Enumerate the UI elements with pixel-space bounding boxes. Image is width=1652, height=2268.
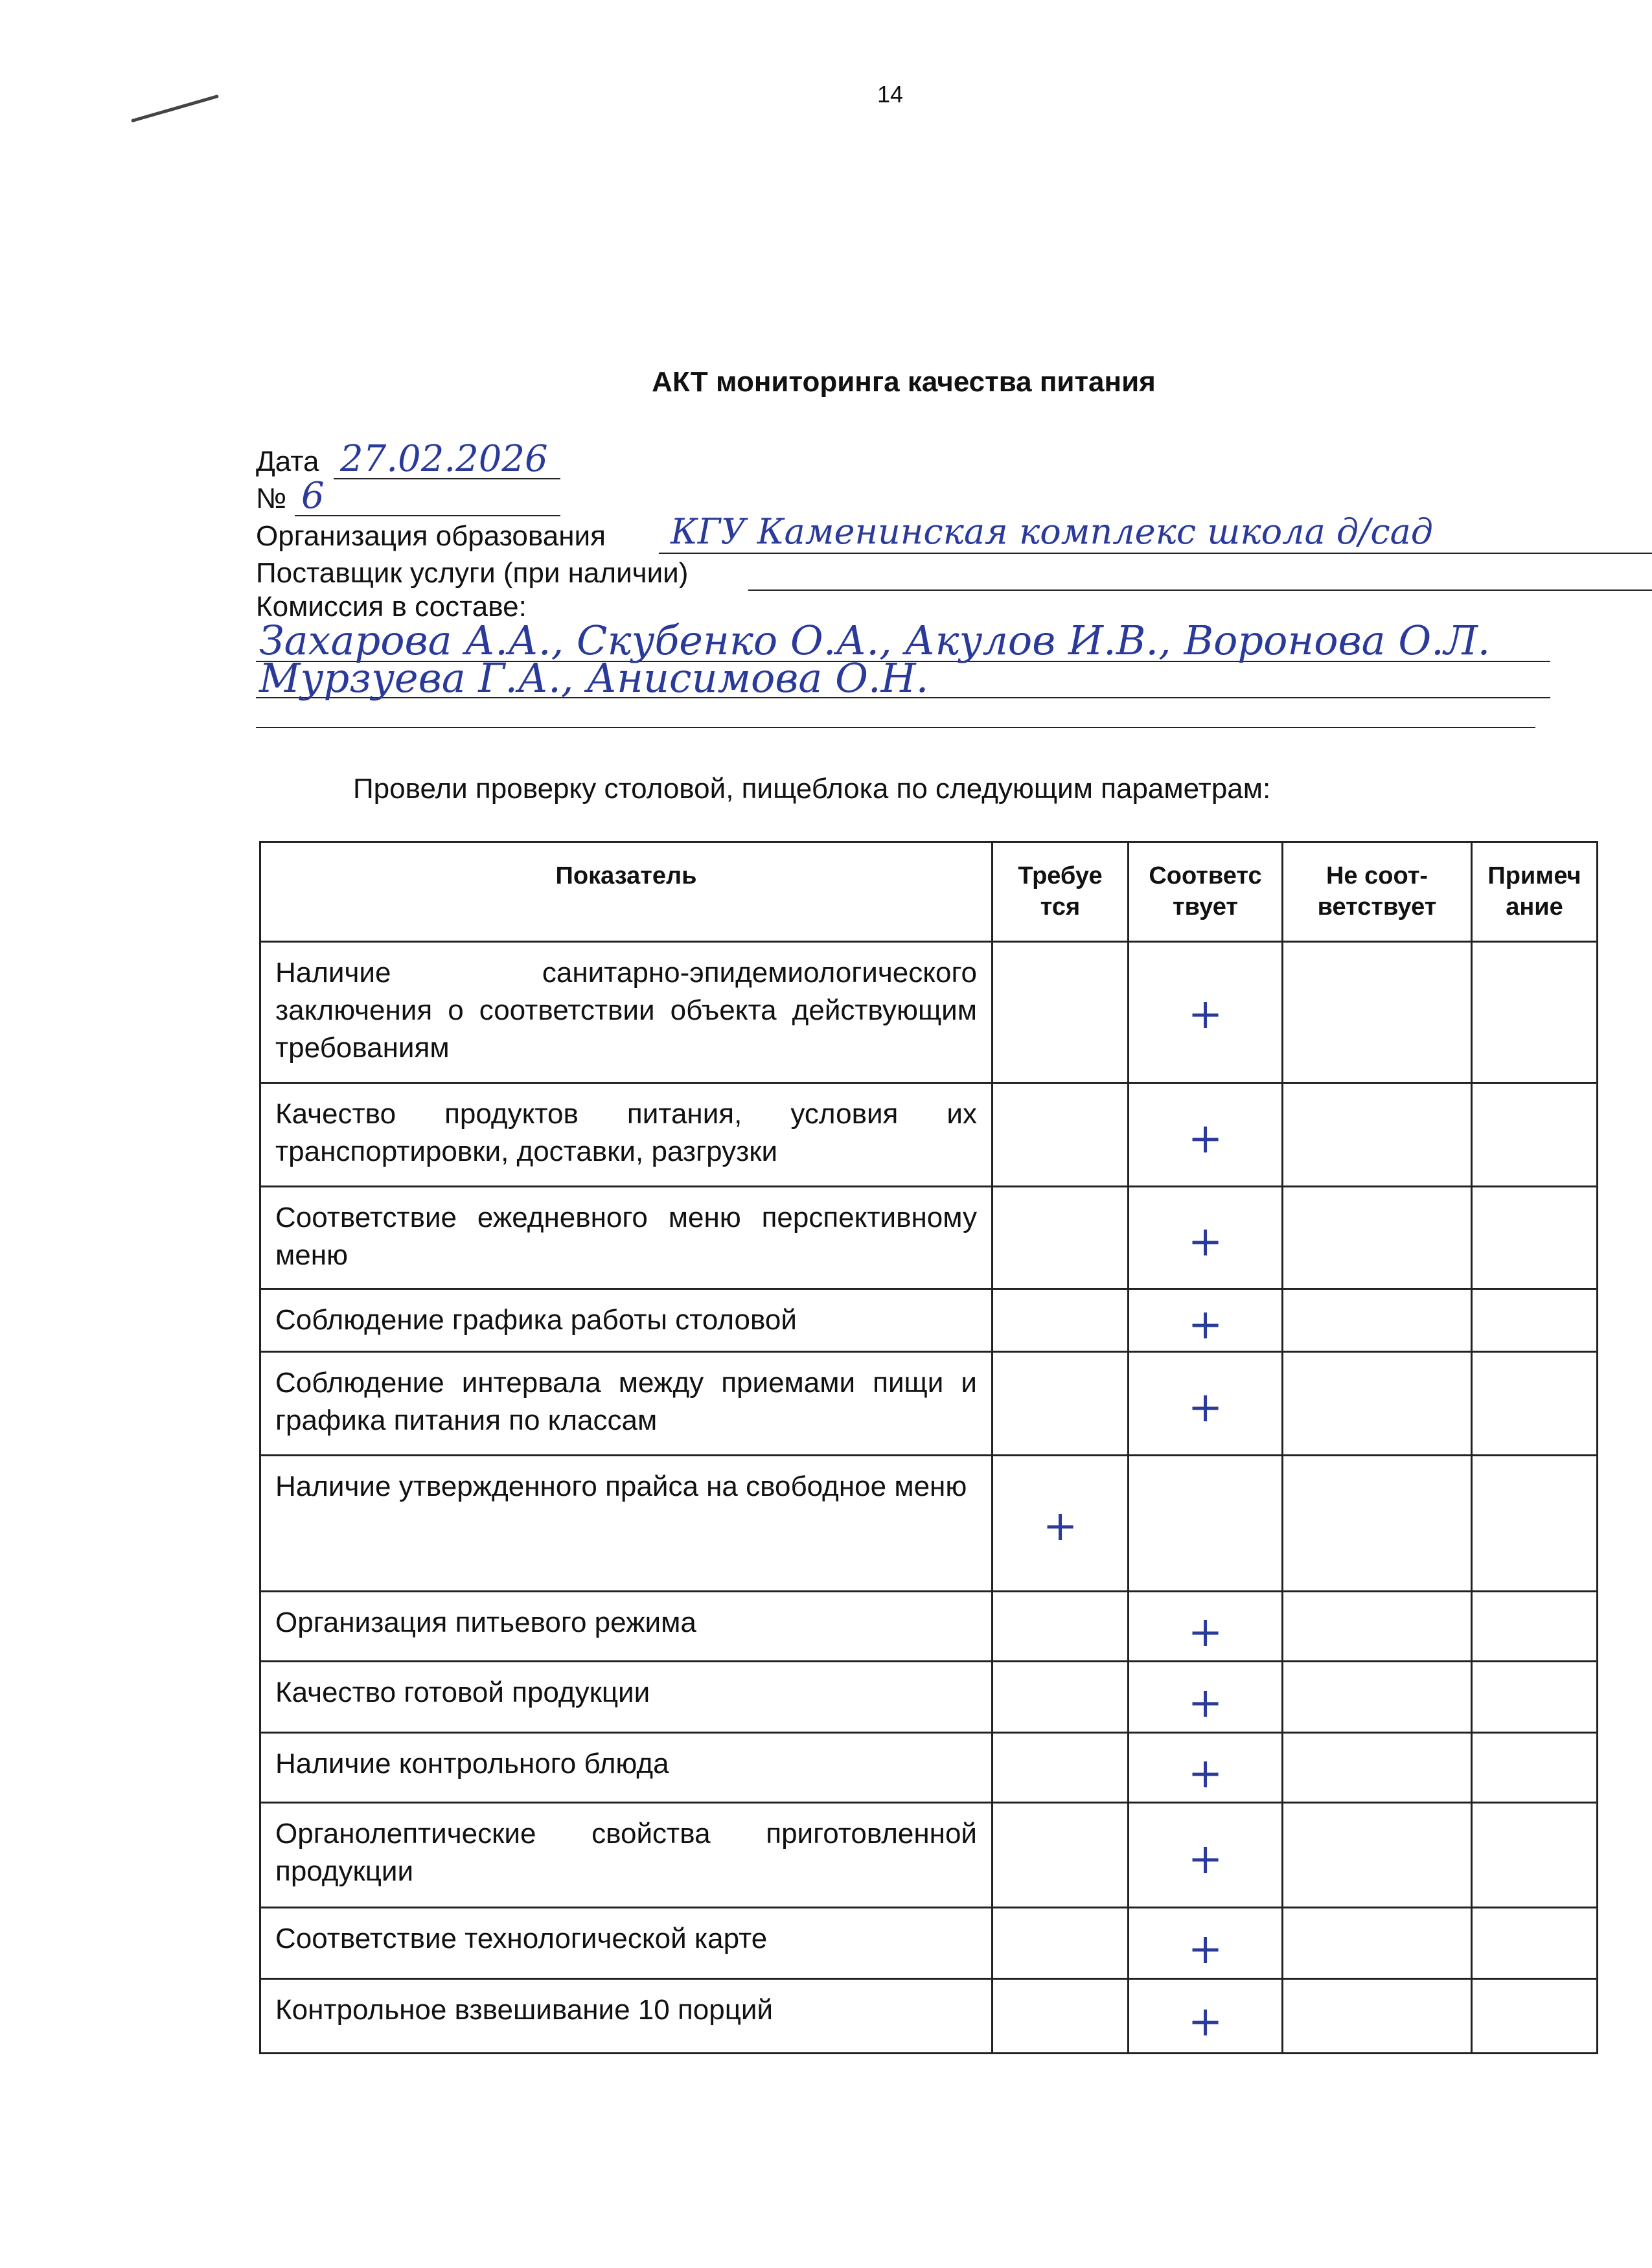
table-row (260, 1908, 1598, 1979)
note-cell (1472, 1289, 1598, 1352)
column-header-not-complies: Не соот- ветствует (1283, 842, 1472, 942)
not-complies-cell (1283, 942, 1472, 1083)
required-cell (992, 1662, 1129, 1733)
indicator-cell: Организация питьевого режима (260, 1592, 992, 1662)
not-complies-cell (1283, 1289, 1472, 1352)
not-complies-cell (1283, 1083, 1472, 1187)
handwritten-plus-mark: + (1187, 991, 1223, 1038)
parameters-table (259, 841, 1598, 2054)
handwritten-plus-mark: + (1187, 1679, 1223, 1728)
indicator-cell: Соблюдение графика работы столовой (260, 1289, 992, 1352)
commission-members-line1: Захарова А.А., Скубенко О.А., Акулов И.В., Воронова О.Л. (259, 617, 1491, 664)
indicator-cell: Наличие утвержденного прайса на свободное меню (260, 1456, 992, 1592)
note-cell (1472, 1083, 1598, 1187)
complies-cell (1129, 1803, 1283, 1908)
handwritten-plus-mark: + (1187, 1998, 1223, 2046)
not-complies-cell (1283, 1733, 1472, 1803)
not-complies-cell (1283, 1979, 1472, 2054)
table-row (260, 1592, 1598, 1662)
complies-cell (1129, 1352, 1283, 1456)
required-cell (992, 1908, 1129, 1979)
not-complies-cell (1283, 1352, 1472, 1456)
pen-stroke-mark (131, 95, 219, 122)
required-cell (992, 942, 1129, 1083)
organization-value: КГУ Каменинская комплекс школа д/сад (671, 511, 1434, 552)
complies-cell (1129, 1456, 1283, 1592)
indicator-cell: Контрольное взвешивание 10 порций (260, 1979, 992, 2054)
column-header-note: Примеч ание (1472, 842, 1598, 942)
required-cell (992, 1352, 1129, 1456)
table-row (260, 1979, 1598, 2054)
organization-label: Организация образования (256, 520, 606, 552)
number-label: № (256, 483, 287, 514)
table-row (260, 1187, 1598, 1289)
indicator-cell: Соблюдение интервала между приемами пищи и графика питания по классам (260, 1352, 992, 1456)
indicator-cell: Соответствие ежедневного меню перспективному меню (260, 1187, 992, 1289)
date-label: Дата (256, 446, 319, 477)
not-complies-cell (1283, 1187, 1472, 1289)
indicator-cell: Качество продуктов питания, условия их транспортировки, доставки, разгрузки (260, 1083, 992, 1187)
handwritten-plus-mark: + (1187, 1301, 1223, 1349)
indicator-cell: Наличие контрольного блюда (260, 1733, 992, 1803)
column-header-indicator: Показатель (260, 842, 992, 942)
indicator-cell: Наличие санитарно-эпидемиологического заключения о соответствии объекта действующим требованиям (260, 942, 992, 1083)
indicator-cell: Органолептические свойства приготовленной продукции (260, 1803, 992, 1908)
not-complies-cell (1283, 1908, 1472, 1979)
handwritten-plus-mark: + (1042, 1502, 1078, 1551)
handwritten-plus-mark: + (1187, 1218, 1223, 1266)
supplier-label: Поставщик услуги (при наличии) (256, 557, 689, 589)
note-cell (1472, 1733, 1598, 1803)
table-row (260, 1733, 1598, 1803)
complies-cell (1129, 1662, 1283, 1733)
required-cell (992, 1456, 1129, 1592)
complies-cell (1129, 1083, 1283, 1187)
table-row (260, 1456, 1598, 1592)
required-cell (992, 1289, 1129, 1352)
note-cell (1472, 1187, 1598, 1289)
handwritten-plus-mark: + (1187, 1835, 1223, 1884)
not-complies-cell (1283, 1592, 1472, 1662)
table-row (260, 942, 1598, 1083)
commission-members-line2: Мурзуева Г.А., Анисимова О.Н. (259, 654, 929, 702)
required-cell (992, 1083, 1129, 1187)
note-cell (1472, 1456, 1598, 1592)
required-cell (992, 1979, 1129, 2054)
not-complies-cell (1283, 1803, 1472, 1908)
intro-text: Провели проверку столовой, пищеблока по следующим параметрам: (353, 773, 1271, 805)
table-row (260, 1662, 1598, 1733)
complies-cell (1129, 942, 1283, 1083)
complies-cell (1129, 1979, 1283, 2054)
handwritten-plus-mark: + (1187, 1384, 1223, 1432)
not-complies-cell (1283, 1456, 1472, 1592)
handwritten-plus-mark: + (1187, 1925, 1223, 1974)
table-body (260, 942, 1598, 2054)
table-row (260, 1289, 1598, 1352)
note-cell (1472, 1592, 1598, 1662)
page-number: 14 (877, 81, 904, 108)
complies-cell (1129, 1592, 1283, 1662)
required-cell (992, 1592, 1129, 1662)
complies-cell (1129, 1289, 1283, 1352)
note-cell (1472, 1352, 1598, 1456)
column-header-complies: Соответс твует (1129, 842, 1283, 942)
note-cell (1472, 942, 1598, 1083)
commission-label: Комиссия в составе: (256, 591, 527, 623)
note-cell (1472, 1979, 1598, 2054)
column-header-required: Требуе тся (992, 842, 1129, 942)
complies-cell (1129, 1187, 1283, 1289)
complies-cell (1129, 1733, 1283, 1803)
handwritten-plus-mark: + (1187, 1750, 1223, 1798)
table-header-row (260, 842, 1598, 942)
number-value: 6 (301, 475, 325, 517)
complies-cell (1129, 1908, 1283, 1979)
date-value: 27.02.2026 (340, 438, 548, 480)
handwritten-plus-mark: + (1187, 1115, 1223, 1163)
table-row (260, 1083, 1598, 1187)
document-title: АКТ мониторинга качества питания (652, 366, 1156, 398)
required-cell (992, 1803, 1129, 1908)
table-row (260, 1352, 1598, 1456)
required-cell (992, 1733, 1129, 1803)
note-cell (1472, 1803, 1598, 1908)
indicator-cell: Соответствие технологической карте (260, 1908, 992, 1979)
table-row (260, 1803, 1598, 1908)
not-complies-cell (1283, 1662, 1472, 1733)
note-cell (1472, 1662, 1598, 1733)
required-cell (992, 1187, 1129, 1289)
indicator-cell: Качество готовой продукции (260, 1662, 992, 1733)
note-cell (1472, 1908, 1598, 1979)
handwritten-plus-mark: + (1187, 1609, 1223, 1657)
